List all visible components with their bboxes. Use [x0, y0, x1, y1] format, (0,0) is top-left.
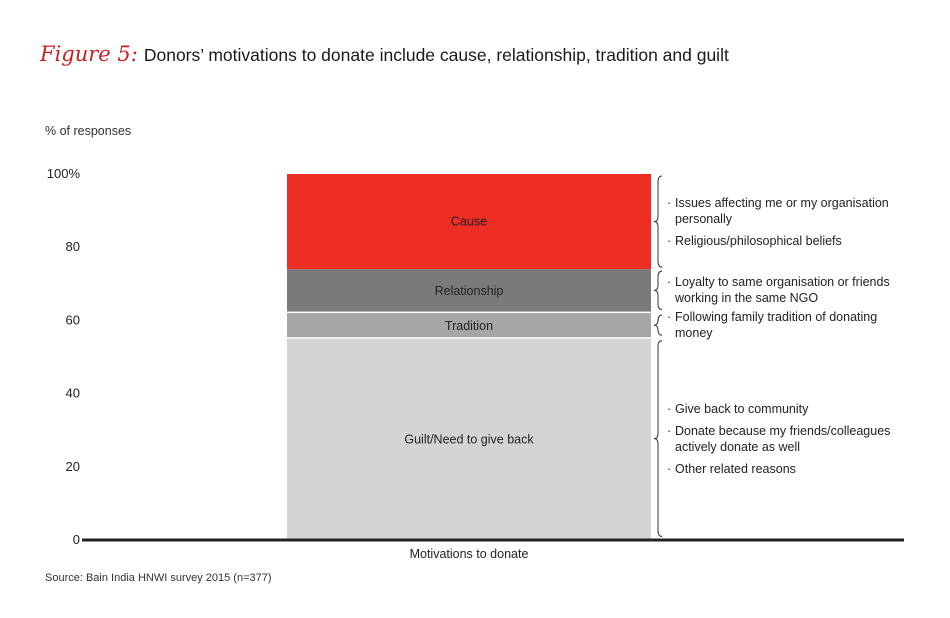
brace-cause: [654, 176, 662, 267]
note-group-tradition: [667, 309, 907, 341]
title-text: Donors’ motivations to donate include cause, relationship, tradition and guilt: [143, 45, 729, 65]
segment-label-tradition: Tradition: [444, 318, 494, 333]
note-item: · Religious/philosophical beliefs: [667, 233, 907, 249]
note-item: · Donate because my friends/colleagues actively donate as well: [667, 423, 907, 455]
y-tick-label: 20: [65, 458, 80, 474]
source-note: Source: Bain India HNWI survey 2015 (n=377): [45, 572, 272, 584]
figure-number: Figure 5:: [40, 42, 138, 66]
segment-label-cause: Cause: [450, 214, 488, 229]
y-tick-label: 0: [72, 532, 80, 547]
segment-label-relationship: Relationship: [434, 284, 504, 299]
segment-label-guilt-need-to-give-back: Guilt/Need to give back: [404, 432, 534, 447]
brace-relationship: [654, 271, 662, 309]
note-item: · Give back to community: [667, 401, 907, 417]
y-axis-label: % of responses: [45, 124, 132, 138]
note-item: · Other related reasons: [667, 461, 907, 477]
x-axis-line: [82, 539, 904, 542]
note-group-guilt-need-to-give-back: [667, 401, 907, 477]
note-item: · Issues affecting me or my organisation personally: [667, 195, 907, 227]
brace-guilt-need-to-give-back: [654, 341, 662, 537]
brace-tradition: [654, 315, 662, 335]
note-item: · Loyalty to same organisation or friends working in the same NGO: [667, 274, 907, 306]
note-group-relationship: [667, 274, 907, 306]
note-group-cause: [667, 195, 907, 249]
y-tick-label: 100%: [46, 166, 80, 181]
y-tick-label: 60: [65, 312, 80, 328]
y-tick-label: 80: [65, 239, 80, 255]
y-tick-label: 40: [65, 385, 80, 401]
note-item: · Following family tradition of donating money: [667, 309, 907, 341]
x-category-label: Motivations to donate: [409, 547, 529, 561]
